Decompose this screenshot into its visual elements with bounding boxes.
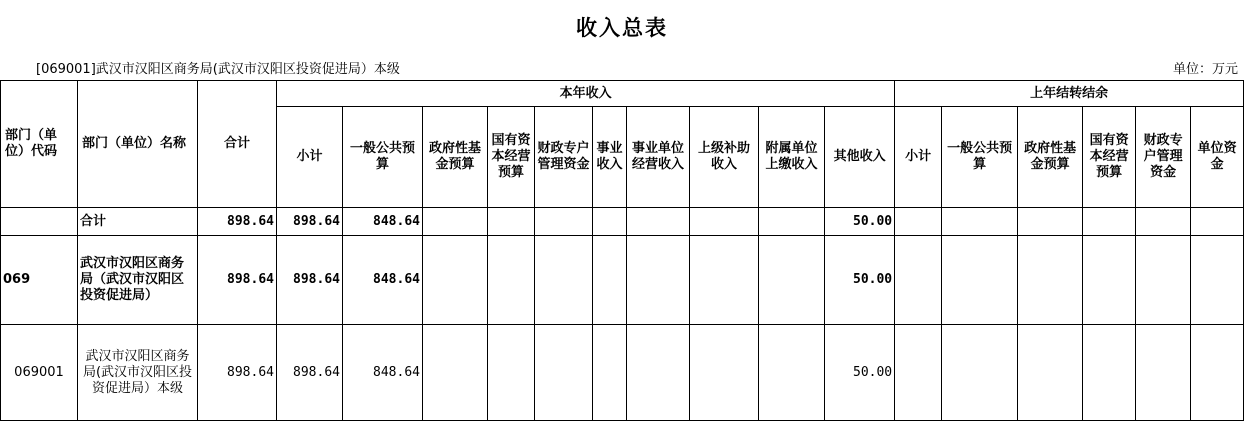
header-current-affiliated-income: 附属单位上缴收入	[759, 107, 825, 208]
row-operating-income	[627, 236, 690, 325]
row-code: 069001	[1, 325, 78, 421]
header-current-superior-subsidy: 上级补助收入	[690, 107, 759, 208]
row-superior-subsidy	[690, 325, 759, 421]
header-prior-subtotal: 小计	[895, 107, 942, 208]
row-gov-fund	[423, 236, 488, 325]
row-prior-general-budget	[942, 208, 1018, 236]
row-operating-income	[627, 325, 690, 421]
page-title: 收入总表	[576, 16, 668, 40]
row-gov-fund	[423, 325, 488, 421]
row-business-income	[593, 236, 627, 325]
row-business-income	[593, 208, 627, 236]
row-other-income: 50.00	[825, 208, 895, 236]
row-superior-subsidy	[690, 236, 759, 325]
row-code	[1, 208, 78, 236]
row-prior-subtotal	[895, 208, 942, 236]
row-affiliated-income	[759, 325, 825, 421]
header-current-business-income: 事业收入	[593, 107, 627, 208]
income-summary-table	[0, 80, 1244, 421]
table-row-unit	[1, 325, 1244, 421]
row-prior-unit-funds	[1191, 208, 1244, 236]
row-prior-general-budget	[942, 236, 1018, 325]
header-dept-code: 部门（单位）代码	[1, 81, 78, 208]
row-superior-subsidy	[690, 208, 759, 236]
row-prior-subtotal	[895, 236, 942, 325]
header-group-row	[1, 81, 1244, 107]
row-total: 898.64	[198, 236, 277, 325]
unit-subtitle: [069001]武汉市汉阳区商务局(武汉市汉阳区投资促进局）本级	[36, 62, 400, 77]
row-total: 898.64	[198, 325, 277, 421]
table-row-total	[1, 208, 1244, 236]
table-row-department	[1, 236, 1244, 325]
header-current-year-income: 本年收入	[277, 81, 895, 107]
row-affiliated-income	[759, 236, 825, 325]
row-other-income: 50.00	[825, 325, 895, 421]
row-state-capital	[488, 208, 535, 236]
header-prior-general-budget: 一般公共预算	[942, 107, 1018, 208]
row-code: 069	[1, 236, 78, 325]
row-general-budget: 848.64	[343, 208, 423, 236]
row-prior-subtotal	[895, 325, 942, 421]
header-current-gov-fund: 政府性基金预算	[423, 107, 488, 208]
row-fiscal-special	[535, 236, 593, 325]
row-operating-income	[627, 208, 690, 236]
header-current-operating-income: 事业单位经营收入	[627, 107, 690, 208]
header-prior-gov-fund: 政府性基金预算	[1018, 107, 1083, 208]
header-prior-fiscal-special: 财政专户管理资金	[1136, 107, 1191, 208]
row-prior-state-capital	[1083, 236, 1136, 325]
row-prior-fiscal-special	[1136, 325, 1191, 421]
header-current-subtotal: 小计	[277, 107, 343, 208]
row-prior-unit-funds	[1191, 325, 1244, 421]
row-other-income: 50.00	[825, 236, 895, 325]
row-general-budget: 848.64	[343, 325, 423, 421]
row-prior-gov-fund	[1018, 208, 1083, 236]
row-prior-unit-funds	[1191, 236, 1244, 325]
row-fiscal-special	[535, 325, 593, 421]
currency-unit: 单位：万元	[1172, 62, 1238, 77]
header-dept-name: 部门（单位）名称	[78, 81, 198, 208]
row-general-budget: 848.64	[343, 236, 423, 325]
row-subtotal: 898.64	[277, 208, 343, 236]
header-prior-unit-funds: 单位资金	[1191, 107, 1244, 208]
row-prior-gov-fund	[1018, 236, 1083, 325]
row-prior-gov-fund	[1018, 325, 1083, 421]
row-prior-state-capital	[1083, 208, 1136, 236]
header-current-state-capital: 国有资本经营预算	[488, 107, 535, 208]
header-total: 合计	[198, 81, 277, 208]
row-state-capital	[488, 325, 535, 421]
header-current-general-budget: 一般公共预算	[343, 107, 423, 208]
row-gov-fund	[423, 208, 488, 236]
row-name: 合计	[78, 208, 198, 236]
header-prior-state-capital: 国有资本经营预算	[1083, 107, 1136, 208]
row-total: 898.64	[198, 208, 277, 236]
header-current-other-income: 其他收入	[825, 107, 895, 208]
row-prior-state-capital	[1083, 325, 1136, 421]
row-affiliated-income	[759, 208, 825, 236]
row-business-income	[593, 325, 627, 421]
row-fiscal-special	[535, 208, 593, 236]
row-state-capital	[488, 236, 535, 325]
header-current-fiscal-special: 财政专户管理资金	[535, 107, 593, 208]
row-name: 武汉市汉阳区商务局(武汉市汉阳区投资促进局）本级	[78, 325, 198, 421]
row-prior-general-budget	[942, 325, 1018, 421]
row-prior-fiscal-special	[1136, 236, 1191, 325]
row-prior-fiscal-special	[1136, 208, 1191, 236]
row-subtotal: 898.64	[277, 236, 343, 325]
row-subtotal: 898.64	[277, 325, 343, 421]
row-name: 武汉市汉阳区商务局（武汉市汉阳区投资促进局）	[78, 236, 198, 325]
header-prior-year-carryover: 上年结转结余	[895, 81, 1244, 107]
